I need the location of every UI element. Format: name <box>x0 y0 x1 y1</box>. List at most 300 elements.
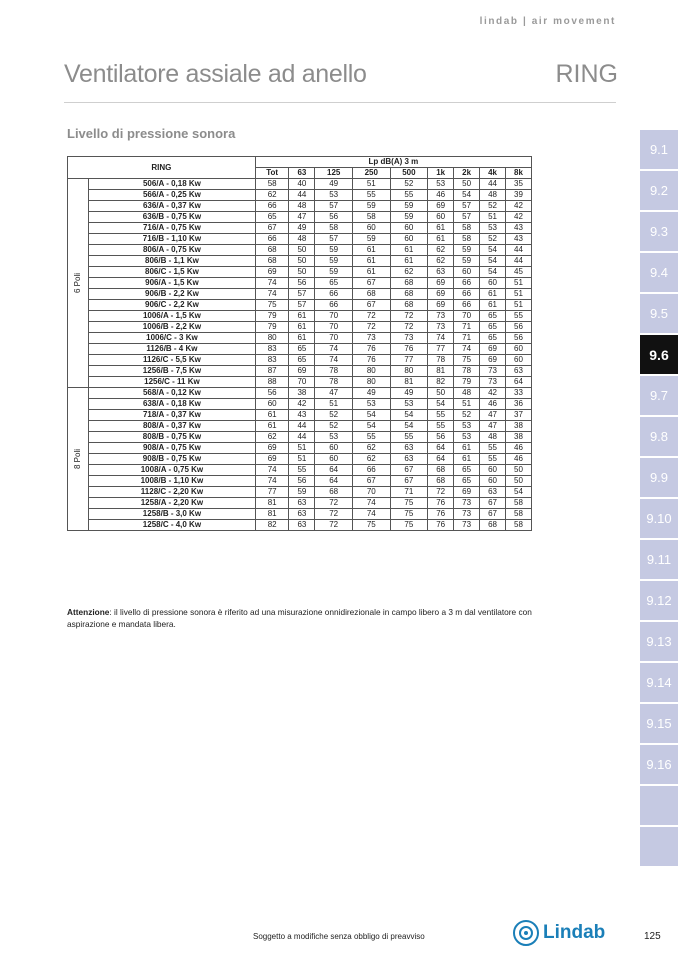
value-cell: 63 <box>289 520 315 531</box>
chapter-tab[interactable] <box>640 786 678 825</box>
value-cell: 47 <box>480 410 506 421</box>
value-cell: 48 <box>480 190 506 201</box>
chapter-tab[interactable]: 9.10 <box>640 499 678 538</box>
value-cell: 76 <box>428 520 454 531</box>
value-cell: 80 <box>352 366 390 377</box>
column-header: 1k <box>428 168 454 179</box>
value-cell: 60 <box>505 355 531 366</box>
value-cell: 73 <box>480 377 506 388</box>
value-cell: 75 <box>255 300 289 311</box>
value-cell: 43 <box>289 410 315 421</box>
value-cell: 63 <box>390 443 428 454</box>
table-row <box>68 267 532 278</box>
table-row <box>68 410 532 421</box>
table-row <box>68 256 532 267</box>
value-cell: 69 <box>255 267 289 278</box>
value-cell: 66 <box>315 300 353 311</box>
value-cell: 56 <box>289 476 315 487</box>
model-cell: 1256/B - 7,5 Kw <box>89 366 256 377</box>
value-cell: 50 <box>428 388 454 399</box>
value-cell: 54 <box>480 245 506 256</box>
value-cell: 53 <box>428 179 454 190</box>
value-cell: 72 <box>352 311 390 322</box>
chapter-tab[interactable]: 9.4 <box>640 253 678 292</box>
value-cell: 38 <box>289 388 315 399</box>
column-header: 8k <box>505 168 531 179</box>
value-cell: 52 <box>390 179 428 190</box>
value-cell: 48 <box>289 234 315 245</box>
pole-group-label <box>68 179 89 388</box>
value-cell: 67 <box>390 476 428 487</box>
value-cell: 64 <box>315 465 353 476</box>
chapter-tab[interactable]: 9.5 <box>640 294 678 333</box>
pole-group-text: 6 Poli <box>73 272 83 294</box>
value-cell: 53 <box>315 432 353 443</box>
value-cell: 78 <box>454 366 480 377</box>
section-title: Livello di pressione sonora <box>67 126 236 141</box>
table-row <box>68 520 532 531</box>
value-cell: 67 <box>390 465 428 476</box>
table-row <box>68 388 532 399</box>
value-cell: 47 <box>315 388 353 399</box>
chapter-tab[interactable]: 9.9 <box>640 458 678 497</box>
value-cell: 51 <box>505 289 531 300</box>
value-cell: 79 <box>454 377 480 388</box>
chapter-tab[interactable]: 9.2 <box>640 171 678 210</box>
value-cell: 61 <box>352 245 390 256</box>
value-cell: 81 <box>255 498 289 509</box>
value-cell: 44 <box>480 179 506 190</box>
value-cell: 65 <box>480 322 506 333</box>
value-cell: 81 <box>255 509 289 520</box>
value-cell: 66 <box>255 234 289 245</box>
value-cell: 54 <box>505 487 531 498</box>
value-cell: 47 <box>480 421 506 432</box>
table-row <box>68 234 532 245</box>
model-cell: 1258/B - 3,0 Kw <box>89 509 256 520</box>
model-cell: 1128/C - 2,20 Kw <box>89 487 256 498</box>
value-cell: 46 <box>480 399 506 410</box>
value-cell: 71 <box>454 322 480 333</box>
value-cell: 54 <box>352 421 390 432</box>
value-cell: 54 <box>390 421 428 432</box>
value-cell: 72 <box>390 322 428 333</box>
value-cell: 61 <box>255 410 289 421</box>
value-cell: 65 <box>315 278 353 289</box>
value-cell: 52 <box>480 234 506 245</box>
chapter-tab[interactable]: 9.12 <box>640 581 678 620</box>
value-cell: 68 <box>428 465 454 476</box>
value-cell: 38 <box>505 432 531 443</box>
value-cell: 59 <box>315 245 353 256</box>
value-cell: 53 <box>454 421 480 432</box>
value-cell: 62 <box>390 267 428 278</box>
model-cell: 1258/A - 2,20 Kw <box>89 498 256 509</box>
value-cell: 46 <box>428 190 454 201</box>
value-cell: 88 <box>255 377 289 388</box>
header-divider <box>64 102 616 103</box>
lindab-logo <box>513 920 605 946</box>
chapter-tab[interactable]: 9.1 <box>640 130 678 169</box>
value-cell: 55 <box>505 311 531 322</box>
model-cell: 716/A - 0,75 Kw <box>89 223 256 234</box>
pole-group-label <box>68 388 89 531</box>
value-cell: 43 <box>505 234 531 245</box>
model-cell: 808/B - 0,75 Kw <box>89 432 256 443</box>
value-cell: 64 <box>505 377 531 388</box>
value-cell: 67 <box>255 223 289 234</box>
value-cell: 68 <box>390 289 428 300</box>
value-cell: 74 <box>454 344 480 355</box>
value-cell: 60 <box>480 278 506 289</box>
value-cell: 66 <box>454 300 480 311</box>
table-row <box>68 333 532 344</box>
value-cell: 73 <box>352 333 390 344</box>
value-cell: 55 <box>390 432 428 443</box>
table-row <box>68 289 532 300</box>
value-cell: 81 <box>390 377 428 388</box>
value-cell: 52 <box>315 421 353 432</box>
value-cell: 56 <box>428 432 454 443</box>
table-row <box>68 190 532 201</box>
value-cell: 47 <box>289 212 315 223</box>
table-row <box>68 443 532 454</box>
value-cell: 74 <box>255 476 289 487</box>
value-cell: 66 <box>315 289 353 300</box>
value-cell: 68 <box>428 476 454 487</box>
value-cell: 57 <box>315 201 353 212</box>
value-cell: 62 <box>352 454 390 465</box>
header-brand: lindab | air movement <box>479 16 616 27</box>
value-cell: 55 <box>428 410 454 421</box>
model-cell: 636/B - 0,75 Kw <box>89 212 256 223</box>
note-text: : il livello di pressione sonora è riferito ad una misurazione onnidirezionale in campo libero a 3 m dal ventilatore con aspirazione e mandata libera. <box>67 607 532 629</box>
value-cell: 54 <box>480 267 506 278</box>
value-cell: 68 <box>480 520 506 531</box>
value-cell: 60 <box>428 212 454 223</box>
value-cell: 53 <box>480 223 506 234</box>
value-cell: 69 <box>480 344 506 355</box>
value-cell: 62 <box>428 245 454 256</box>
value-cell: 60 <box>480 465 506 476</box>
table-row <box>68 311 532 322</box>
model-cell: 1006/A - 1,5 Kw <box>89 311 256 322</box>
model-cell: 568/A - 0,12 Kw <box>89 388 256 399</box>
value-cell: 73 <box>428 311 454 322</box>
value-cell: 74 <box>255 289 289 300</box>
model-cell: 1126/B - 4 Kw <box>89 344 256 355</box>
value-cell: 75 <box>454 355 480 366</box>
value-cell: 66 <box>454 278 480 289</box>
chapter-tab[interactable]: 9.14 <box>640 663 678 702</box>
value-cell: 78 <box>428 355 454 366</box>
ring-header: RING <box>68 157 256 179</box>
value-cell: 40 <box>289 179 315 190</box>
value-cell: 44 <box>505 256 531 267</box>
model-cell: 906/B - 2,2 Kw <box>89 289 256 300</box>
value-cell: 61 <box>454 454 480 465</box>
table-row <box>68 223 532 234</box>
value-cell: 76 <box>428 509 454 520</box>
logo-text: Lindab <box>543 922 606 943</box>
value-cell: 68 <box>390 300 428 311</box>
value-cell: 76 <box>390 344 428 355</box>
value-cell: 67 <box>352 300 390 311</box>
value-cell: 55 <box>480 443 506 454</box>
value-cell: 74 <box>315 344 353 355</box>
table-row <box>68 476 532 487</box>
value-cell: 80 <box>352 377 390 388</box>
chapter-tab[interactable]: 9.8 <box>640 417 678 456</box>
value-cell: 72 <box>428 487 454 498</box>
column-header: 250 <box>352 168 390 179</box>
value-cell: 73 <box>454 520 480 531</box>
chapter-tab[interactable]: 9.11 <box>640 540 678 579</box>
value-cell: 56 <box>505 322 531 333</box>
value-cell: 33 <box>505 388 531 399</box>
model-cell: 1008/A - 0,75 Kw <box>89 465 256 476</box>
value-cell: 58 <box>454 223 480 234</box>
value-cell: 54 <box>480 256 506 267</box>
value-cell: 48 <box>480 432 506 443</box>
value-cell: 43 <box>505 223 531 234</box>
value-cell: 42 <box>289 399 315 410</box>
value-cell: 50 <box>289 245 315 256</box>
value-cell: 59 <box>352 234 390 245</box>
chapter-tab[interactable]: 9.16 <box>640 745 678 784</box>
value-cell: 63 <box>428 267 454 278</box>
value-cell: 73 <box>390 333 428 344</box>
chapter-tab[interactable]: 9.3 <box>640 212 678 251</box>
chapter-tab[interactable]: 9.15 <box>640 704 678 743</box>
value-cell: 55 <box>352 190 390 201</box>
model-cell: 718/A - 0,37 Kw <box>89 410 256 421</box>
value-cell: 44 <box>505 245 531 256</box>
value-cell: 50 <box>289 256 315 267</box>
value-cell: 52 <box>454 410 480 421</box>
model-cell: 1256/C - 11 Kw <box>89 377 256 388</box>
value-cell: 42 <box>480 388 506 399</box>
value-cell: 51 <box>505 278 531 289</box>
value-cell: 69 <box>428 278 454 289</box>
value-cell: 60 <box>315 454 353 465</box>
page-number: 125 <box>644 931 661 942</box>
table-row <box>68 432 532 443</box>
table-row <box>68 355 532 366</box>
value-cell: 62 <box>428 256 454 267</box>
value-cell: 79 <box>255 311 289 322</box>
value-cell: 54 <box>352 410 390 421</box>
value-cell: 69 <box>255 443 289 454</box>
value-cell: 64 <box>315 476 353 487</box>
model-cell: 908/B - 0,75 Kw <box>89 454 256 465</box>
value-cell: 64 <box>428 454 454 465</box>
table-row <box>68 212 532 223</box>
value-cell: 73 <box>480 366 506 377</box>
value-cell: 49 <box>315 179 353 190</box>
value-cell: 58 <box>505 509 531 520</box>
value-cell: 69 <box>428 201 454 212</box>
chapter-tab[interactable] <box>640 827 678 866</box>
value-cell: 66 <box>454 289 480 300</box>
value-cell: 36 <box>505 399 531 410</box>
table-row <box>68 509 532 520</box>
value-cell: 54 <box>454 190 480 201</box>
value-cell: 59 <box>390 201 428 212</box>
value-cell: 60 <box>390 234 428 245</box>
value-cell: 63 <box>480 487 506 498</box>
value-cell: 74 <box>315 355 353 366</box>
value-cell: 74 <box>352 509 390 520</box>
value-cell: 62 <box>255 432 289 443</box>
value-cell: 61 <box>352 267 390 278</box>
value-cell: 62 <box>352 443 390 454</box>
value-cell: 82 <box>255 520 289 531</box>
value-cell: 60 <box>352 223 390 234</box>
model-cell: 906/A - 1,5 Kw <box>89 278 256 289</box>
value-cell: 72 <box>315 509 353 520</box>
value-cell: 59 <box>390 212 428 223</box>
value-cell: 69 <box>428 300 454 311</box>
value-cell: 68 <box>255 245 289 256</box>
value-cell: 76 <box>352 344 390 355</box>
value-cell: 57 <box>315 234 353 245</box>
table-row <box>68 322 532 333</box>
table-row <box>68 487 532 498</box>
value-cell: 56 <box>255 388 289 399</box>
table-row <box>68 465 532 476</box>
value-cell: 61 <box>255 421 289 432</box>
value-cell: 61 <box>428 234 454 245</box>
value-cell: 72 <box>315 520 353 531</box>
value-cell: 56 <box>505 333 531 344</box>
column-header: 2k <box>454 168 480 179</box>
model-cell: 808/A - 0,37 Kw <box>89 421 256 432</box>
value-cell: 69 <box>255 454 289 465</box>
model-cell: 636/A - 0,37 Kw <box>89 201 256 212</box>
value-cell: 71 <box>390 487 428 498</box>
value-cell: 59 <box>289 487 315 498</box>
value-cell: 51 <box>505 300 531 311</box>
value-cell: 70 <box>315 333 353 344</box>
value-cell: 65 <box>289 344 315 355</box>
value-cell: 56 <box>289 278 315 289</box>
value-cell: 73 <box>454 509 480 520</box>
table-row <box>68 366 532 377</box>
value-cell: 59 <box>315 267 353 278</box>
model-cell: 638/A - 0,18 Kw <box>89 399 256 410</box>
value-cell: 63 <box>390 454 428 465</box>
value-cell: 60 <box>505 344 531 355</box>
lp-header: Lp dB(A) 3 m <box>255 157 531 168</box>
chapter-tab[interactable]: 9.13 <box>640 622 678 661</box>
value-cell: 37 <box>505 410 531 421</box>
value-cell: 69 <box>454 487 480 498</box>
value-cell: 55 <box>390 190 428 201</box>
value-cell: 78 <box>315 366 353 377</box>
value-cell: 61 <box>390 245 428 256</box>
value-cell: 70 <box>315 322 353 333</box>
pole-group-text: 8 Poli <box>73 448 83 470</box>
value-cell: 56 <box>315 212 353 223</box>
value-cell: 67 <box>352 278 390 289</box>
value-cell: 44 <box>289 432 315 443</box>
table-row <box>68 245 532 256</box>
value-cell: 65 <box>255 212 289 223</box>
value-cell: 63 <box>289 498 315 509</box>
column-header: Tot <box>255 168 289 179</box>
value-cell: 77 <box>428 344 454 355</box>
value-cell: 50 <box>289 267 315 278</box>
model-cell: 806/B - 1,1 Kw <box>89 256 256 267</box>
value-cell: 69 <box>428 289 454 300</box>
value-cell: 51 <box>352 179 390 190</box>
page-title: Ventilatore assiale ad anello <box>64 60 367 88</box>
table-row <box>68 278 532 289</box>
model-cell: 906/C - 2,2 Kw <box>89 300 256 311</box>
value-cell: 75 <box>390 509 428 520</box>
value-cell: 50 <box>505 476 531 487</box>
value-cell: 61 <box>454 443 480 454</box>
model-cell: 1126/C - 5,5 Kw <box>89 355 256 366</box>
value-cell: 76 <box>428 498 454 509</box>
value-cell: 35 <box>505 179 531 190</box>
value-cell: 51 <box>480 212 506 223</box>
value-cell: 52 <box>480 201 506 212</box>
table-row <box>68 498 532 509</box>
value-cell: 60 <box>390 223 428 234</box>
value-cell: 51 <box>315 399 353 410</box>
value-cell: 54 <box>428 399 454 410</box>
value-cell: 42 <box>505 212 531 223</box>
value-cell: 60 <box>454 267 480 278</box>
value-cell: 48 <box>454 388 480 399</box>
value-cell: 51 <box>289 454 315 465</box>
column-header: 4k <box>480 168 506 179</box>
table-row <box>68 454 532 465</box>
value-cell: 53 <box>315 190 353 201</box>
value-cell: 62 <box>255 190 289 201</box>
value-cell: 55 <box>428 421 454 432</box>
value-cell: 58 <box>505 498 531 509</box>
sound-pressure-table <box>67 156 532 531</box>
model-cell: 1008/B - 1,10 Kw <box>89 476 256 487</box>
value-cell: 64 <box>428 443 454 454</box>
value-cell: 70 <box>454 311 480 322</box>
value-cell: 68 <box>315 487 353 498</box>
value-cell: 74 <box>428 333 454 344</box>
value-cell: 63 <box>505 366 531 377</box>
model-cell: 806/A - 0,75 Kw <box>89 245 256 256</box>
chapter-tab[interactable]: 9.7 <box>640 376 678 415</box>
value-cell: 49 <box>390 388 428 399</box>
value-cell: 59 <box>315 256 353 267</box>
table-row <box>68 421 532 432</box>
value-cell: 59 <box>454 256 480 267</box>
table-row <box>68 377 532 388</box>
value-cell: 49 <box>352 388 390 399</box>
value-cell: 80 <box>390 366 428 377</box>
value-cell: 58 <box>454 234 480 245</box>
chapter-tabs <box>640 130 678 868</box>
chapter-tab[interactable]: 9.6 <box>640 335 678 374</box>
value-cell: 81 <box>428 366 454 377</box>
value-cell: 58 <box>255 179 289 190</box>
value-cell: 39 <box>505 190 531 201</box>
model-cell: 506/A - 0,18 Kw <box>89 179 256 190</box>
value-cell: 44 <box>289 421 315 432</box>
note <box>67 606 567 630</box>
